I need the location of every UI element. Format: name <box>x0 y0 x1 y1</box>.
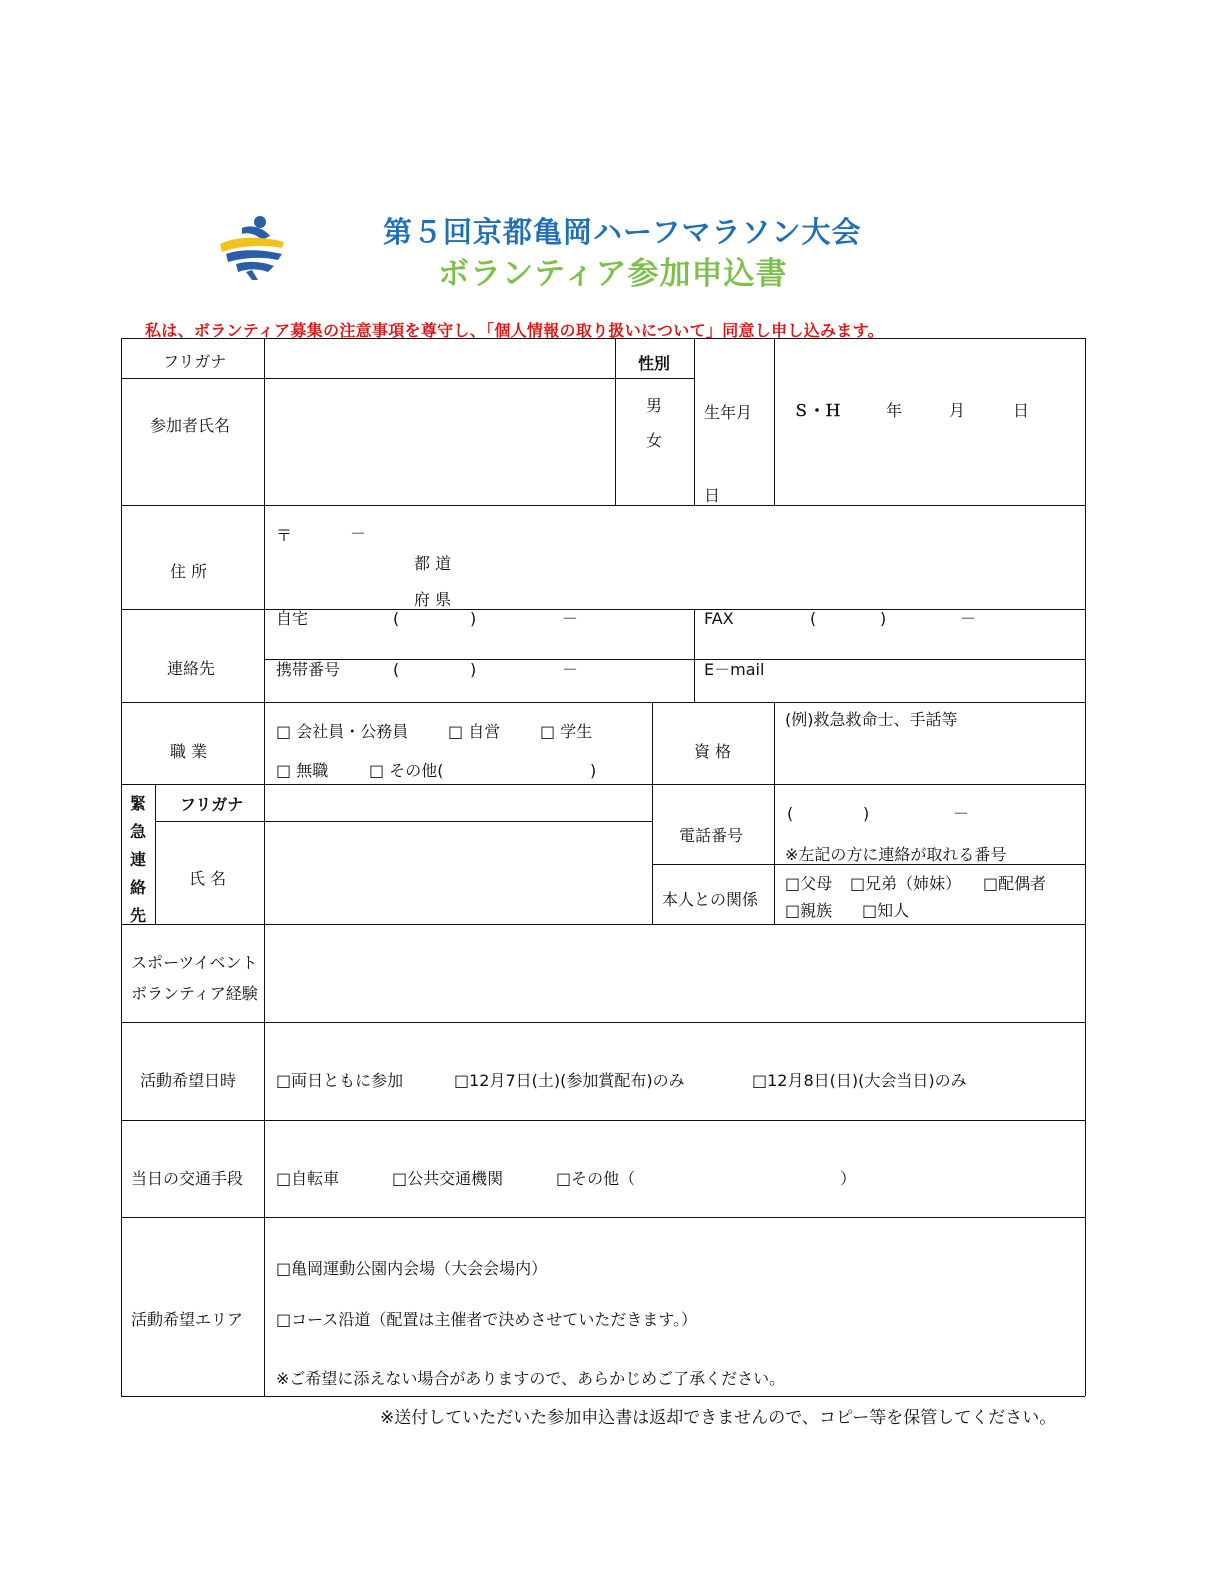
page-subtitle: ボランティア参加申込書 <box>438 256 788 292</box>
emergency-phone-paren-close: ) <box>863 804 870 823</box>
qualification-example: (例)救急救命士、手話等 <box>785 710 958 729</box>
home-paren-open: ( <box>393 609 400 628</box>
contact-label: 連絡先 <box>167 659 216 678</box>
transport-option-other[interactable]: □その他（ <box>556 1169 636 1188</box>
emergency-phone-paren-open: ( <box>787 804 794 823</box>
prefecture-suffix-1: 都 道 <box>414 554 452 573</box>
participant-name-input[interactable] <box>266 380 613 503</box>
occupation-option-student[interactable]: □ 学生 <box>540 722 593 741</box>
emergency-phone-note: ※左記の方に連絡が取れる番号 <box>785 845 1007 864</box>
transport-option-bicycle[interactable]: □自転車 <box>276 1169 340 1188</box>
mobile-paren-close: ) <box>470 660 477 679</box>
home-phone-label: 自宅 <box>276 609 309 628</box>
dates-option-both[interactable]: □両日ともに参加 <box>276 1071 404 1090</box>
transport-option-public[interactable]: □公共交通機関 <box>392 1169 504 1188</box>
area-label: 活動希望エリア <box>131 1310 244 1329</box>
emergency-name-label: 氏 名 <box>189 869 227 888</box>
area-option-venue[interactable]: □亀岡運動公園内会場（大会会場内） <box>276 1259 548 1278</box>
dates-option-dec7[interactable]: □12月7日(土)(参加賞配布)のみ <box>454 1071 685 1090</box>
transport-other-close: ） <box>840 1169 857 1188</box>
transport-label: 当日の交通手段 <box>131 1169 244 1188</box>
birth-era: Ｓ・Ｈ <box>793 401 842 420</box>
emergency-phone-dash: － <box>953 804 970 823</box>
emergency-phone-label: 電話番号 <box>679 826 744 845</box>
occupation-label: 職 業 <box>170 742 208 761</box>
footer-note: ※送付していただいた参加申込書は返却できませんので、コピー等を保管してください。 <box>380 1408 1057 1428</box>
mobile-dash: － <box>562 660 579 679</box>
relationship-option-acquaintance[interactable]: □知人 <box>862 901 910 920</box>
occupation-option-employee[interactable]: □ 会社員・公務員 <box>276 722 409 741</box>
qualification-label: 資 格 <box>694 742 732 761</box>
birthdate-label-day: 日 <box>704 486 721 505</box>
occupation-other-close: ) <box>590 761 597 780</box>
emergency-furigana-label: フリガナ <box>180 795 244 814</box>
furigana-input[interactable] <box>266 340 613 377</box>
experience-label-2: ボランティア経験 <box>131 984 258 1003</box>
birth-day-unit: 日 <box>1013 401 1030 420</box>
relationship-option-relative[interactable]: □親族 <box>785 901 833 920</box>
consent-statement: 私は、ボランティア募集の注意事項を尊守し、「個人情報の取り扱いについて」同意し申し込みます。 <box>145 321 884 340</box>
email-label: E－mail <box>704 660 765 679</box>
relationship-option-parents[interactable]: □父母 <box>785 874 833 893</box>
birthdate-label: 生年月 <box>704 403 753 422</box>
postal-mark: 〒 <box>276 526 293 545</box>
runner-logo-icon <box>212 214 290 282</box>
fax-label: FAX <box>704 609 734 628</box>
fax-paren-open: ( <box>810 609 817 628</box>
occupation-option-self-employed[interactable]: □ 自営 <box>448 722 501 741</box>
fax-dash: － <box>960 609 977 628</box>
furigana-label: フリガナ <box>163 352 227 371</box>
dates-option-dec8[interactable]: □12月8日(日)(大会当日)のみ <box>752 1071 967 1090</box>
participant-name-label: 参加者氏名 <box>150 416 231 435</box>
area-note: ※ご希望に添えない場合がありますので、あらかじめご了承ください。 <box>276 1369 786 1388</box>
relationship-label: 本人との関係 <box>662 890 759 909</box>
page-title: 第５回京都亀岡ハーフマラソン大会 <box>383 215 862 249</box>
area-option-course[interactable]: □コース沿道（配置は主催者で決めさせていただきます。） <box>276 1310 698 1329</box>
fax-paren-close: ) <box>880 609 887 628</box>
address-label: 住 所 <box>170 562 208 581</box>
birth-month-unit: 月 <box>949 401 966 420</box>
occupation-option-other[interactable]: □ その他( <box>369 761 444 780</box>
experience-label-1: スポーツイベント <box>131 953 258 972</box>
mobile-label: 携帯番号 <box>276 660 341 679</box>
experience-input[interactable] <box>266 926 1083 1020</box>
gender-label: 性別 <box>638 354 671 373</box>
gender-male-option[interactable]: 男 <box>646 396 663 415</box>
postal-dash: － <box>350 524 367 543</box>
dates-label: 活動希望日時 <box>140 1071 237 1090</box>
emergency-vertical-label: 緊 急 連 絡 先 <box>129 794 146 925</box>
prefecture-suffix-2: 府 県 <box>414 590 452 609</box>
relationship-option-spouse[interactable]: □配偶者 <box>983 874 1047 893</box>
gender-female-option[interactable]: 女 <box>646 431 663 450</box>
mobile-paren-open: ( <box>393 660 400 679</box>
relationship-option-siblings[interactable]: □兄弟（姉妹） <box>850 874 962 893</box>
birth-year-unit: 年 <box>886 401 903 420</box>
home-paren-close: ) <box>470 609 477 628</box>
occupation-option-unemployed[interactable]: □ 無職 <box>276 761 329 780</box>
home-dash: － <box>562 609 579 628</box>
